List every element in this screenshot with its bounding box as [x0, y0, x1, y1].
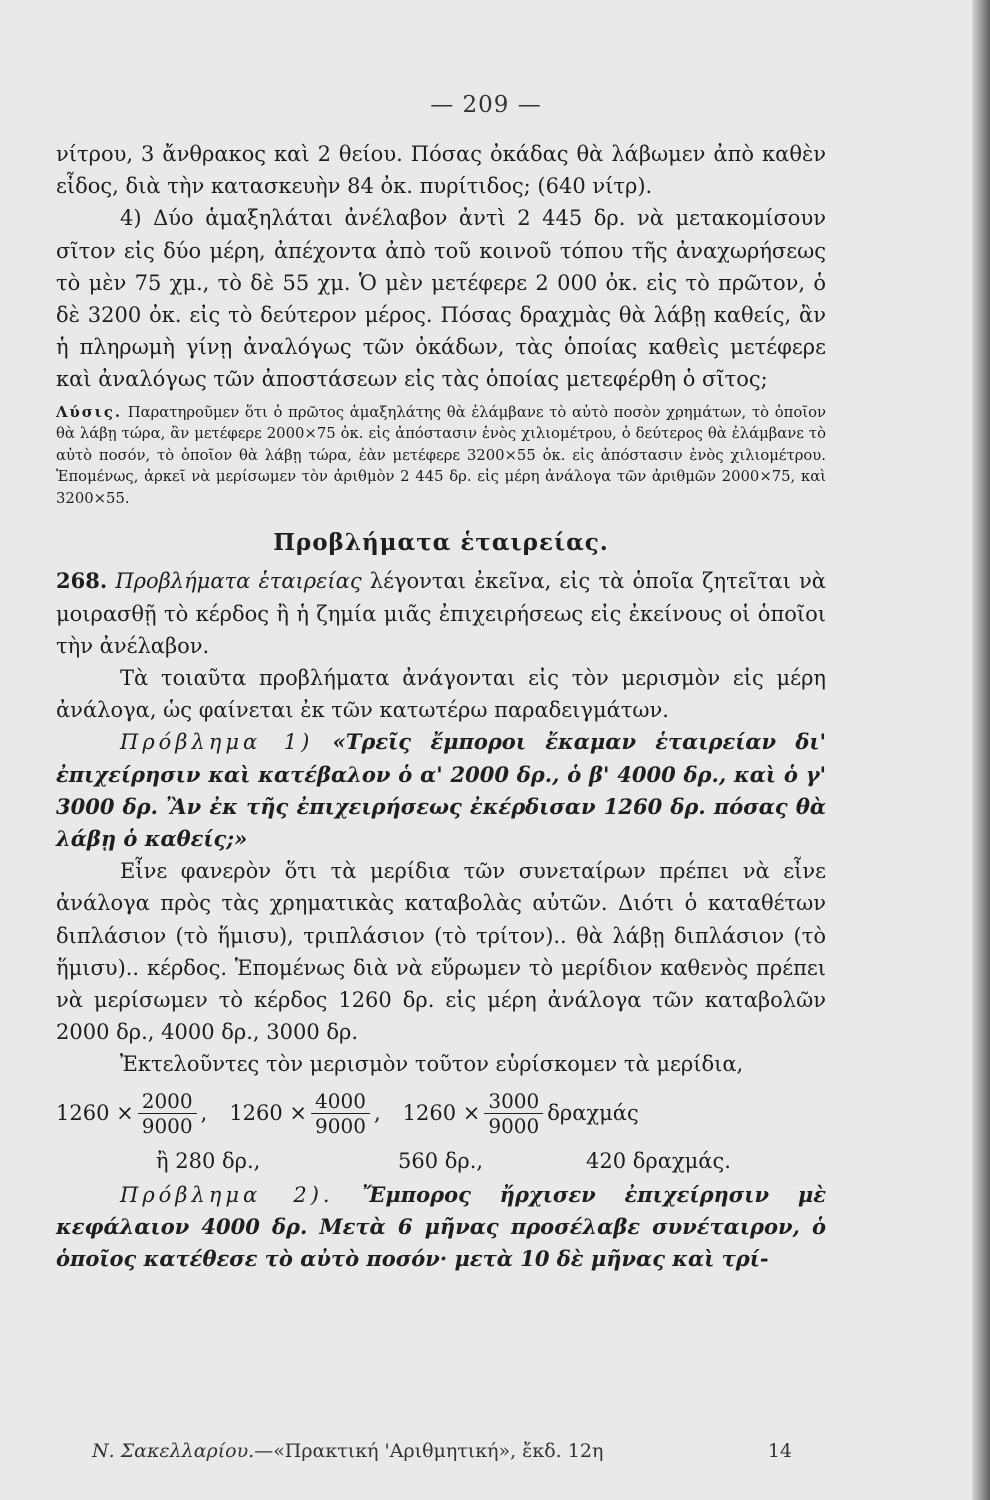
- fraction-2-denominator: 9000: [315, 1114, 366, 1139]
- problem-1-text: «Τρεῖς ἔμποροι ἔκαμαν ἑταιρείαν δι' ἐπιχείρησιν καὶ κατέβαλον ὁ α' 2000 δρ., ὁ β' 4000 δρ., καὶ ὁ γ' 3000 δρ. Ἂν ἐκ τῆς ἐπιχειρήσεως ἐκέρδισαν 1260 δρ. πόσας θὰ λάβῃ ὁ καθείς;»: [56, 729, 826, 851]
- equation-row: [56, 1085, 826, 1143]
- page-edge: [972, 0, 990, 1500]
- fraction-1: [138, 1089, 197, 1138]
- fraction-2-numerator: 4000: [311, 1089, 370, 1114]
- problem-2-label: Πρόβλημα 2).: [120, 1182, 334, 1207]
- paragraph-268: [56, 565, 826, 662]
- equation-3: [403, 1089, 639, 1138]
- result-2: 560 δρ.,: [398, 1148, 484, 1173]
- equation-1-separator: ,: [200, 1101, 208, 1126]
- solution-text: Παρατηροῦμεν ὅτι ὁ πρῶτος ἁμαξηλάτης θὰ ἐλάμβανε τὸ αὐτὸ ποσὸν χρημάτων, τὸ ὁποῖον θὰ λάβῃ τώρα, ἂν μετέφερε 2000×75 ὀκ. εἰς ἀπόστασιν ἑνὸς χιλιομέτρου, ὁ δεύτερος θὰ ἐλάμβανε τὸ αὐτὸ ποσόν, τὸ ὁποῖον θὰ λάβῃ τώρα, ἐὰν μετέφερε 3200×55 ὀκ. εἰς ἀπόστασιν ἑνὸς χιλιομέτρου. Ἑπομένως, ἀρκεῖ νὰ μερίσωμεν τὸν ἀριθμὸν 2 445 δρ. εἰς μέρη ἀνάλογα τῶν ἀριθμῶν 2000×75, καὶ 3200×55.: [56, 403, 826, 507]
- section-title: Προβλήματα ἑταιρείας.: [273, 529, 609, 557]
- equation-1-coef: 1260 ×: [56, 1101, 134, 1126]
- definition-term: Προβλήματα ἑταιρείας: [115, 569, 362, 594]
- equation-3-coef: 1260 ×: [402, 1101, 481, 1126]
- result-3: 420 δραχμάς.: [586, 1148, 731, 1173]
- results-row: [56, 1143, 826, 1179]
- page-footer: [92, 1440, 792, 1462]
- problem-4-solution: [56, 402, 826, 510]
- fraction-3-numerator: 3000: [484, 1089, 543, 1114]
- problem-1-execution: Ἐκτελοῦντες τὸν μερισμὸν τοῦτον εὑρίσκομεν τὰ μερίδια,: [120, 1052, 744, 1077]
- fraction-3-denominator: 9000: [488, 1114, 540, 1139]
- definition-text: λέγονται ἐκεῖνα, εἰς τὰ ὁποῖα ζητεῖται νὰ μοιρασθῇ τὸ κέρδος ἢ ἡ ζημία μιᾶς ἐπιχειρήσεως εἰς ἐκείνους οἱ ὁποῖοι τὴν ἀνέλαβον.: [56, 569, 826, 658]
- problem-4-text: 4) Δύο ἁμαξηλάται ἀνέλαβον ἀντὶ 2 445 δρ. νὰ μετακομίσουν σῖτον εἰς δύο μέρη, ἀπέχοντα ἀπὸ τοῦ κοινοῦ τόπου τῆς ἀναχωρήσεως τὸ μὲν 75 χμ., τὸ δὲ 55 χμ. Ὁ μὲν μετέφερε 2 000 ὀκ. εἰς τὸ πρῶτον, ὁ δὲ 3200 ὀκ. εἰς τὸ δεύτερον μέρος. Πόσας δραχμὰς θὰ λάβῃ καθείς, ἂν ἡ πληρωμὴ γίνῃ ἀναλόγως τῶν ὀκάδων, τὰς ὁποίας καθεὶς μετέφερε καὶ ἀναλόγως τῶν ἀποστάσεων εἰς τὰς ὁποίας μετεφέρθη ὁ σῖτος;: [56, 206, 826, 392]
- footer-citation: [92, 1440, 603, 1462]
- fraction-3: [484, 1089, 543, 1138]
- fraction-1-numerator: 2000: [138, 1089, 197, 1114]
- fraction-1-denominator: 9000: [141, 1114, 193, 1139]
- result-1: ἢ 280 δρ.,: [156, 1148, 261, 1173]
- problem-1-statement: [56, 726, 826, 855]
- equation-3-separator: δραχμάς: [547, 1101, 639, 1126]
- page-number-header: — 209 —: [430, 92, 542, 118]
- equation-2-separator: ,: [373, 1101, 381, 1126]
- equation-2: [229, 1089, 380, 1138]
- footer-signature: 14: [767, 1440, 792, 1462]
- solution-label: Λύσις.: [56, 403, 122, 421]
- problem-2-statement: [56, 1179, 826, 1276]
- problem-2-text: Ἔμπορος ἤρχισεν ἐπιχείρησιν μὲ κεφάλαιον 4000 δρ. Μετὰ 6 μῆνας προσέλαβε συνέταιρον, ὁ ὁποῖος κατέθεσε τὸ αὐτὸ ποσόν· μετὰ 10 δὲ μῆνας καὶ τρί-: [56, 1181, 826, 1271]
- equation-1: [56, 1089, 207, 1138]
- fraction-2: [311, 1089, 370, 1138]
- paragraph-number: 268.: [56, 568, 108, 594]
- footer-author: Ν. Σακελλαρίου.: [92, 1440, 255, 1462]
- reduction-paragraph: Τὰ τοιαῦτα προβλήματα ἀνάγονται εἰς τὸν μερισμὸν εἰς μέρη ἀνάλογα, ὡς φαίνεται ἐκ τῶν κατωτέρω παραδειγμάτων.: [56, 665, 826, 723]
- problem-1-label: Πρόβλημα 1): [120, 730, 314, 755]
- problem-3-continuation: νίτρου, 3 ἄνθρακος καὶ 2 θείου. Πόσας ὀκάδας θὰ λάβωμεν ἀπὸ καθὲν εἶδος, διὰ τὴν κατασκευὴν 84 ὀκ. πυρίτιδος; (640 νίτρ).: [56, 142, 826, 199]
- footer-title: —«Πρακτική 'Αριθμητική», ἔκδ. 12η: [254, 1440, 604, 1462]
- problem-1-solution: Εἶνε φανερὸν ὅτι τὰ μερίδια τῶν συνεταίρων πρέπει νὰ εἶνε ἀνάλογα πρὸς τὰς χρηματικὰς καταβολὰς αὐτῶν. Διότι ὁ καταθέτων διπλάσιον (τὸ ἥμισυ), τριπλάσιον (τὸ τρίτον).. θὰ λάβῃ διπλάσιον (τὸ ἥμισυ).. κέρδος. Ἑπομένως διὰ νὰ εὕρωμεν τὸ μερίδιον καθενὸς πρέπει νὰ μερίσωμεν τὸ κέρδος 1260 δρ. εἰς μέρη ἀνάλογα τῶν καταβολῶν 2000 δρ., 4000 δρ., 3000 δρ.: [56, 859, 826, 1045]
- equation-2-coef: 1260 ×: [229, 1101, 308, 1126]
- page-body: [56, 138, 826, 1275]
